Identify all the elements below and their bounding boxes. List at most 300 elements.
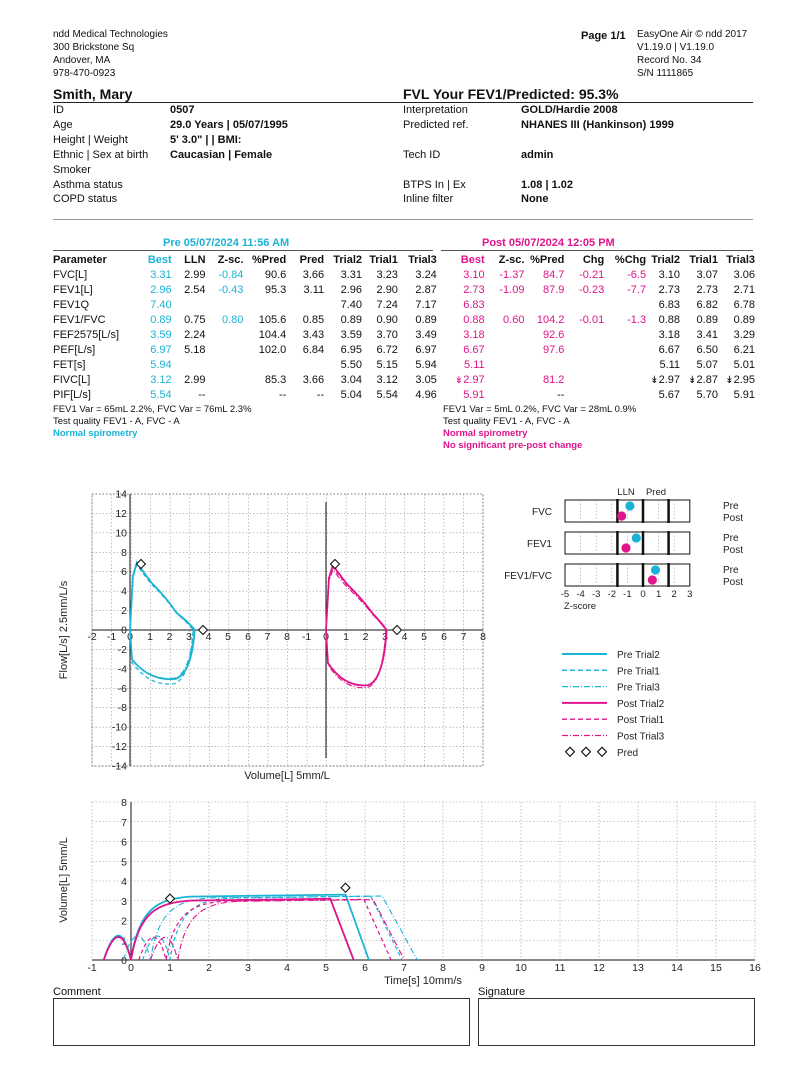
- table-cell-value: 3.18: [463, 328, 485, 341]
- zscore-tick-label: 0: [640, 589, 646, 600]
- legend-label: Pre Trial1: [617, 666, 660, 678]
- pred-label: Pred: [645, 487, 667, 498]
- vt-x-tick-label: 3: [245, 962, 251, 974]
- signature-label: Signature: [478, 986, 526, 998]
- table-cell-value: 6.67: [463, 343, 485, 356]
- table-cell-value: 0.89: [696, 313, 718, 326]
- results-header-cell: Z-sc.: [217, 253, 244, 266]
- vt-y-tick-label: 0: [121, 955, 127, 967]
- table-cell-value: 3.04: [340, 373, 363, 386]
- fvl-title: FVL Your FEV1/Predicted: 95.3%: [403, 86, 619, 102]
- table-cell-value: 0.89: [415, 313, 437, 326]
- table-cell-value: 5.94: [415, 358, 437, 371]
- table-cell-value: 102.0: [258, 343, 287, 356]
- table-cell-value: 2.71: [733, 283, 755, 296]
- org-city: Andover, MA: [53, 55, 111, 66]
- table-cell-value: 3.23: [376, 268, 398, 281]
- vt-x-axis-label: Time[s] 10mm/s: [384, 975, 462, 987]
- report-field-value: None: [521, 193, 549, 205]
- results-header-cell: Parameter: [53, 253, 107, 266]
- fvl-y-tick-label: -14: [111, 760, 127, 773]
- table-cell-value: -0.84: [218, 268, 244, 281]
- table-cell-value: 2.54: [184, 283, 206, 296]
- table-cell-value: -1.3: [627, 313, 647, 326]
- table-cell-value: 3.12: [376, 373, 398, 386]
- table-cell-value: -0.21: [579, 268, 605, 281]
- table-cell-value: --: [198, 388, 206, 401]
- fvl-x-tick-label: 7: [460, 631, 467, 643]
- table-cell-value: 6.83: [658, 298, 681, 311]
- table-cell-value: 6.67: [658, 343, 681, 356]
- table-cell-value: 6.84: [302, 343, 325, 356]
- table-cell-value: 6.97: [150, 343, 172, 356]
- org-phone: 978-470-0923: [53, 68, 116, 79]
- results-header-cell: Z-sc.: [498, 253, 525, 266]
- zscore-post-label: Post: [723, 577, 744, 588]
- table-cell-value: 3.24: [415, 268, 437, 281]
- post-fvl-curve: [326, 565, 387, 685]
- legend-diamond-icon: [598, 747, 607, 756]
- zscore-pre-label: Pre: [723, 565, 739, 576]
- pre-quality: Test quality FEV1 - A, FVC - A: [53, 416, 180, 427]
- table-cell-value: FEV1/FVC: [53, 313, 106, 326]
- patient-field-label: Ethnic | Sex at birth: [53, 149, 149, 161]
- table-cell-value: 2.99: [184, 373, 206, 386]
- legend-label: Post Trial2: [617, 698, 665, 710]
- table-cell-value: 3.59: [340, 328, 363, 341]
- table-cell-value: 104.2: [536, 313, 565, 326]
- signature-box[interactable]: [478, 998, 755, 1046]
- post-title: Post 05/07/2024 12:05 PM: [482, 237, 615, 249]
- table-cell-value: -1.09: [499, 283, 525, 296]
- fvl-y-tick-label: 6: [121, 566, 127, 579]
- table-cell-value: 3.11: [303, 283, 325, 296]
- vt-y-tick-label: 6: [121, 836, 127, 849]
- pre-vt-curve: [143, 896, 402, 960]
- post-variance: FEV1 Var = 5mL 0.2%, FVC Var = 28mL 0.9%: [443, 404, 637, 415]
- zscore-tick-label: -5: [560, 589, 570, 600]
- fvl-y-tick-label: -10: [111, 721, 127, 734]
- patient-field-value: 0507: [170, 104, 195, 116]
- comment-label: Comment: [53, 986, 101, 998]
- pred-pef-marker: [137, 560, 146, 569]
- fvl-x-tick-label: 3: [186, 631, 192, 643]
- legend-diamond-icon: [566, 747, 575, 756]
- vt-x-tick-label: 5: [323, 962, 329, 974]
- report-field-label: BTPS In | Ex: [403, 179, 466, 191]
- fvl-x-tick-label: 2: [166, 631, 173, 643]
- results-header-cell: Trial2: [333, 253, 363, 266]
- fvl-y-tick-label: -4: [117, 663, 127, 676]
- vt-x-tick-label: 10: [515, 962, 527, 974]
- table-cell-value: --: [557, 388, 565, 401]
- fvl-x-tick-label: 1: [147, 631, 153, 643]
- vt-x-tick-label: 4: [284, 962, 290, 974]
- table-cell-value: 3.31: [150, 268, 172, 281]
- patient-name: Smith, Mary: [53, 86, 133, 102]
- pre-variance: FEV1 Var = 65mL 2.2%, FVC Var = 76mL 2.3%: [53, 404, 252, 415]
- report-field-label: Interpretation: [403, 104, 468, 116]
- results-header-cell: Trial1: [689, 253, 718, 266]
- zscore-tick-label: 3: [687, 589, 693, 600]
- lung-arrow-icon: ↡: [688, 374, 697, 386]
- table-cell-value: 3.59: [150, 328, 172, 341]
- results-header-cell: Trial2: [651, 253, 681, 266]
- table-cell-value: 5.50: [340, 358, 363, 371]
- report-field-value: admin: [521, 149, 554, 161]
- legend-label: Pre Trial2: [617, 650, 660, 661]
- table-cell-value: 5.54: [376, 388, 398, 401]
- fvl-x-tick-label: -1: [106, 631, 117, 643]
- org-street: 300 Brickstone Sq: [53, 42, 135, 53]
- table-cell-value: 0.89: [733, 313, 755, 326]
- table-cell-value: 3.12: [150, 373, 172, 386]
- table-cell-value: 2.24: [184, 328, 206, 341]
- patient-field-label: ID: [53, 104, 64, 116]
- table-cell-value: -0.23: [579, 283, 605, 296]
- post-change-note: No significant pre-post change: [443, 440, 583, 451]
- table-cell-value: 81.2: [542, 373, 565, 386]
- pre-title: Pre 05/07/2024 11:56 AM: [163, 237, 290, 249]
- report-field-value: 1.08 | 1.02: [521, 179, 574, 191]
- table-cell-value: 2.97: [658, 373, 681, 386]
- post-vt-curve: [104, 899, 354, 960]
- zscore-post-label: Post: [723, 513, 744, 524]
- results-header-cell: %Pred: [530, 253, 565, 266]
- zscore-post-dot: [621, 543, 630, 552]
- vt-y-tick-label: 7: [121, 816, 127, 829]
- table-cell-value: 5.67: [658, 388, 681, 401]
- fvl-x-tick-label: 5: [225, 631, 231, 643]
- fvl-x-tick-label: 6: [441, 631, 447, 643]
- fvl-y-tick-label: -12: [111, 741, 127, 754]
- fvl-y-tick-label: 2: [121, 605, 127, 618]
- table-cell-value: 3.10: [463, 268, 485, 281]
- pre-vt-curve: [104, 895, 369, 960]
- page-number: Page 1/1: [581, 30, 626, 42]
- legend-diamond-icon: [582, 747, 591, 756]
- results-header-cell: Best: [460, 253, 485, 266]
- table-cell-value: 6.97: [415, 343, 437, 356]
- vt-y-tick-label: 5: [121, 856, 127, 869]
- zscore-post-dot: [617, 511, 626, 520]
- zscore-axis-label: Z-score: [563, 601, 597, 612]
- record-number: Record No. 34: [637, 55, 702, 66]
- vt-y-tick-label: 4: [121, 876, 127, 888]
- fvl-x-tick-label: 8: [284, 631, 290, 643]
- vt-x-tick-label: 11: [554, 962, 566, 974]
- table-cell-value: 7.17: [415, 298, 437, 311]
- zscore-pre-dot: [625, 501, 634, 510]
- table-cell-value: 5.70: [696, 388, 718, 401]
- post-quality: Test quality FEV1 - A, FVC - A: [443, 416, 570, 427]
- pred-fvc-marker: [393, 626, 402, 635]
- comment-box[interactable]: [53, 998, 470, 1046]
- fvl-y-tick-label: 0: [121, 624, 127, 637]
- table-cell-value: 3.43: [302, 328, 325, 341]
- table-cell-value: 6.83: [463, 298, 485, 311]
- table-cell-value: FEV1[L]: [53, 283, 93, 296]
- legend-label: Post Trial1: [617, 715, 665, 727]
- table-cell-value: FET[s]: [53, 358, 86, 371]
- table-cell-value: 3.49: [415, 328, 437, 341]
- lung-arrow-icon: ↡: [650, 374, 659, 386]
- serial-number: S/N 1111865: [637, 68, 694, 79]
- results-header-cell: Trial3: [408, 253, 437, 266]
- results-header-cell: Pred: [299, 253, 325, 266]
- table-cell-value: 3.70: [376, 328, 398, 341]
- table-cell-value: 105.6: [258, 313, 287, 326]
- table-cell-value: 6.82: [696, 298, 718, 311]
- table-cell-value: 3.05: [415, 373, 437, 386]
- table-cell-value: 85.3: [264, 373, 287, 386]
- table-cell-value: 0.89: [340, 313, 363, 326]
- post-interpretation: Normal spirometry: [443, 428, 528, 439]
- table-cell-value: 5.11: [464, 358, 485, 371]
- table-cell-value: --: [316, 388, 325, 401]
- vt-x-tick-label: 16: [749, 962, 761, 974]
- zscore-pre-label: Pre: [723, 533, 739, 544]
- fvl-y-tick-label: 10: [115, 527, 127, 540]
- table-cell-value: PIF[L/s]: [53, 388, 91, 401]
- results-header-cell: Trial1: [369, 253, 398, 266]
- table-cell-value: FIVC[L]: [53, 373, 91, 386]
- report-field-label: Tech ID: [403, 149, 441, 161]
- zscore-pre-dot: [651, 565, 660, 574]
- table-cell-value: 0.88: [658, 313, 681, 326]
- zscore-row-label: FEV1/FVC: [504, 571, 552, 582]
- zscore-pre-label: Pre: [723, 501, 739, 512]
- legend-label: Pred: [617, 747, 639, 759]
- zscore-tick-label: 2: [671, 589, 677, 600]
- table-cell-value: -1.37: [499, 268, 525, 281]
- table-cell-value: 5.94: [150, 358, 172, 371]
- table-cell-value: 5.91: [733, 388, 755, 401]
- post-fvl-curve: [326, 567, 386, 686]
- lung-arrow-icon: ↡: [454, 374, 464, 386]
- table-cell-value: 97.6: [542, 343, 565, 356]
- table-cell-value: 2.96: [340, 283, 363, 296]
- vt-x-tick-label: 2: [206, 962, 212, 974]
- results-header-cell: Trial3: [726, 253, 755, 266]
- fvl-x-tick-label: 4: [205, 631, 212, 643]
- table-cell-value: 3.07: [696, 268, 718, 281]
- vt-x-tick-label: 0: [128, 962, 134, 974]
- vt-x-tick-label: 9: [479, 962, 485, 974]
- table-cell-value: 0.88: [463, 313, 485, 326]
- table-cell-value: 0.85: [302, 313, 325, 326]
- table-cell-value: --: [278, 388, 287, 401]
- vt-x-tick-label: 1: [167, 962, 173, 974]
- table-cell-value: 3.10: [658, 268, 681, 281]
- table-cell-value: PEF[L/s]: [53, 343, 96, 356]
- table-cell-value: 3.06: [733, 268, 755, 281]
- fvl-y-tick-label: 14: [115, 488, 127, 501]
- report-field-label: Predicted ref.: [403, 119, 469, 131]
- app-version-name: EasyOne Air © ndd 2017: [637, 29, 748, 40]
- fvl-y-tick-label: -6: [117, 682, 127, 695]
- results-header-cell: %Chg: [614, 253, 647, 266]
- table-cell-value: 5.91: [463, 388, 485, 401]
- table-cell-value: 0.60: [503, 313, 525, 326]
- table-cell-value: -6.5: [627, 268, 647, 281]
- table-cell-value: 6.72: [376, 343, 398, 356]
- pred-fvc-marker: [341, 883, 350, 892]
- table-cell-value: 7.24: [376, 298, 398, 311]
- lln-label: LLN: [617, 487, 635, 498]
- table-cell-value: 5.11: [659, 358, 681, 371]
- table-cell-value: 5.01: [733, 358, 755, 371]
- zscore-tick-label: -3: [591, 589, 601, 600]
- zscore-post-label: Post: [723, 545, 744, 556]
- fvl-x-tick-label: 4: [401, 631, 408, 643]
- table-cell-value: 3.31: [340, 268, 363, 281]
- table-cell-value: 6.78: [733, 298, 755, 311]
- lung-arrow-icon: ↡: [725, 374, 734, 386]
- vt-x-tick-label: 7: [401, 962, 407, 974]
- table-cell-value: 3.18: [658, 328, 681, 341]
- table-cell-value: -0.43: [218, 283, 244, 296]
- legend-label: Post Trial3: [617, 731, 665, 743]
- vt-x-tick-label: 15: [710, 962, 722, 974]
- table-cell-value: -7.7: [627, 283, 647, 296]
- vt-x-tick-label: -1: [87, 962, 97, 974]
- vt-y-tick-label: 3: [121, 895, 127, 908]
- table-cell-value: 6.21: [733, 343, 755, 356]
- table-cell-value: 2.97: [463, 373, 485, 386]
- table-cell-value: 0.90: [376, 313, 398, 326]
- table-cell-value: 6.95: [340, 343, 363, 356]
- table-cell-value: 92.6: [542, 328, 565, 341]
- vt-y-tick-label: 1: [121, 935, 127, 948]
- table-cell-value: 2.87: [415, 283, 437, 296]
- vt-x-tick-label: 6: [362, 962, 368, 974]
- table-cell-value: 2.96: [150, 283, 172, 296]
- vt-y-tick-label: 8: [121, 797, 127, 809]
- table-cell-value: 2.99: [184, 268, 206, 281]
- fvl-y-axis-label: Flow[L/s] 2.5mm/L/s: [58, 580, 70, 680]
- fvl-x-tick-label: 2: [362, 631, 369, 643]
- app-version: V1.19.0 | V1.19.0: [637, 42, 715, 53]
- vt-x-tick-label: 12: [593, 962, 605, 974]
- fvl-x-axis-label: Volume[L] 5mm/L: [244, 770, 330, 782]
- results-header-cell: Chg: [582, 253, 605, 266]
- results-header-cell: Best: [147, 253, 172, 266]
- zscore-row-label: FVC: [532, 507, 552, 518]
- table-cell-value: 5.15: [376, 358, 398, 371]
- vt-x-tick-label: 13: [632, 962, 644, 974]
- table-cell-value: 5.54: [150, 388, 172, 401]
- fvl-x-tick-label: 3: [382, 631, 388, 643]
- zscore-pre-dot: [632, 533, 641, 542]
- fvl-y-tick-label: 4: [121, 585, 127, 598]
- table-cell-value: 2.90: [376, 283, 398, 296]
- report-field-value: GOLD/Hardie 2008: [521, 104, 618, 116]
- table-cell-value: 95.3: [264, 283, 287, 296]
- zscore-tick-label: -2: [607, 589, 617, 600]
- table-cell-value: 2.95: [733, 373, 755, 386]
- post-vt-curve: [139, 899, 391, 960]
- pre-fvl-curve: [130, 562, 193, 678]
- fvl-y-tick-label: 8: [121, 546, 127, 559]
- table-cell-value: FEF2575[L/s]: [53, 328, 120, 341]
- table-cell-value: 3.29: [733, 328, 755, 341]
- patient-field-label: Age: [53, 119, 73, 131]
- fvl-y-tick-label: -2: [117, 643, 127, 656]
- fvl-x-tick-label: 5: [421, 631, 427, 643]
- zscore-tick-label: 1: [655, 589, 662, 600]
- legend-label: Pre Trial3: [617, 682, 660, 694]
- table-cell-value: 3.66: [302, 373, 325, 386]
- fvl-y-tick-label: -8: [117, 702, 127, 715]
- vt-x-tick-label: 14: [671, 962, 683, 974]
- table-cell-value: 3.66: [302, 268, 325, 281]
- fvl-x-tick-label: 1: [343, 631, 349, 643]
- fvl-x-tick-label: -2: [87, 631, 97, 643]
- table-cell-value: -0.01: [579, 313, 605, 326]
- report-field-label: Inline filter: [403, 193, 454, 205]
- table-cell-value: 2.73: [658, 283, 681, 296]
- fvl-x-tick-label: -1: [301, 631, 312, 643]
- table-cell-value: 5.18: [184, 343, 206, 356]
- table-cell-value: 7.40: [150, 298, 172, 311]
- table-cell-value: 5.04: [340, 388, 363, 401]
- table-cell-value: 104.4: [258, 328, 287, 341]
- table-cell-value: 3.41: [696, 328, 718, 341]
- zscore-tick-label: -1: [623, 589, 632, 600]
- table-cell-value: 6.50: [696, 343, 718, 356]
- zscore-tick-label: -4: [576, 589, 585, 600]
- pre-interpretation: Normal spirometry: [53, 428, 138, 439]
- table-cell-value: FVC[L]: [53, 268, 88, 281]
- fvl-x-tick-label: 8: [480, 631, 486, 643]
- table-cell-value: 87.9: [542, 283, 565, 296]
- fvl-x-tick-label: 0: [127, 631, 133, 643]
- vt-x-tick-label: 8: [440, 962, 446, 974]
- table-cell-value: 7.40: [340, 298, 363, 311]
- patient-field-value: 5' 3.0" | | BMI:: [170, 134, 242, 146]
- table-cell-value: 84.7: [542, 268, 565, 281]
- results-header-cell: LLN: [184, 253, 206, 266]
- table-cell-value: 0.80: [221, 313, 244, 326]
- zscore-post-dot: [648, 575, 657, 584]
- post-fvl-curve: [326, 570, 386, 688]
- table-cell-value: 2.87: [696, 373, 718, 386]
- vt-y-axis-label: Volume[L] 5mm/L: [58, 837, 70, 923]
- table-cell-value: 0.89: [150, 313, 172, 326]
- fvl-x-tick-label: 0: [323, 631, 329, 643]
- patient-field-value: 29.0 Years | 05/07/1995: [170, 119, 288, 131]
- zscore-row-label: FEV1: [526, 539, 552, 550]
- fvl-x-tick-label: 6: [245, 631, 251, 643]
- table-cell-value: FEV1Q: [53, 298, 90, 311]
- table-cell-value: 2.73: [696, 283, 718, 296]
- patient-field-label: COPD status: [53, 193, 118, 205]
- table-cell-value: 4.96: [415, 388, 437, 401]
- table-cell-value: 0.75: [184, 313, 206, 326]
- patient-field-label: Smoker: [53, 164, 91, 176]
- report-field-value: NHANES III (Hankinson) 1999: [521, 119, 674, 131]
- patient-field-label: Height | Weight: [53, 134, 128, 146]
- fvl-x-tick-label: 7: [264, 631, 271, 643]
- table-cell-value: 2.73: [463, 283, 485, 296]
- table-cell-value: 90.6: [264, 268, 287, 281]
- results-header-cell: %Pred: [252, 253, 287, 266]
- patient-field-value: Caucasian | Female: [170, 149, 273, 161]
- org-name: ndd Medical Technologies: [53, 29, 168, 40]
- patient-field-label: Asthma status: [53, 179, 123, 191]
- fvl-y-tick-label: 12: [115, 507, 127, 520]
